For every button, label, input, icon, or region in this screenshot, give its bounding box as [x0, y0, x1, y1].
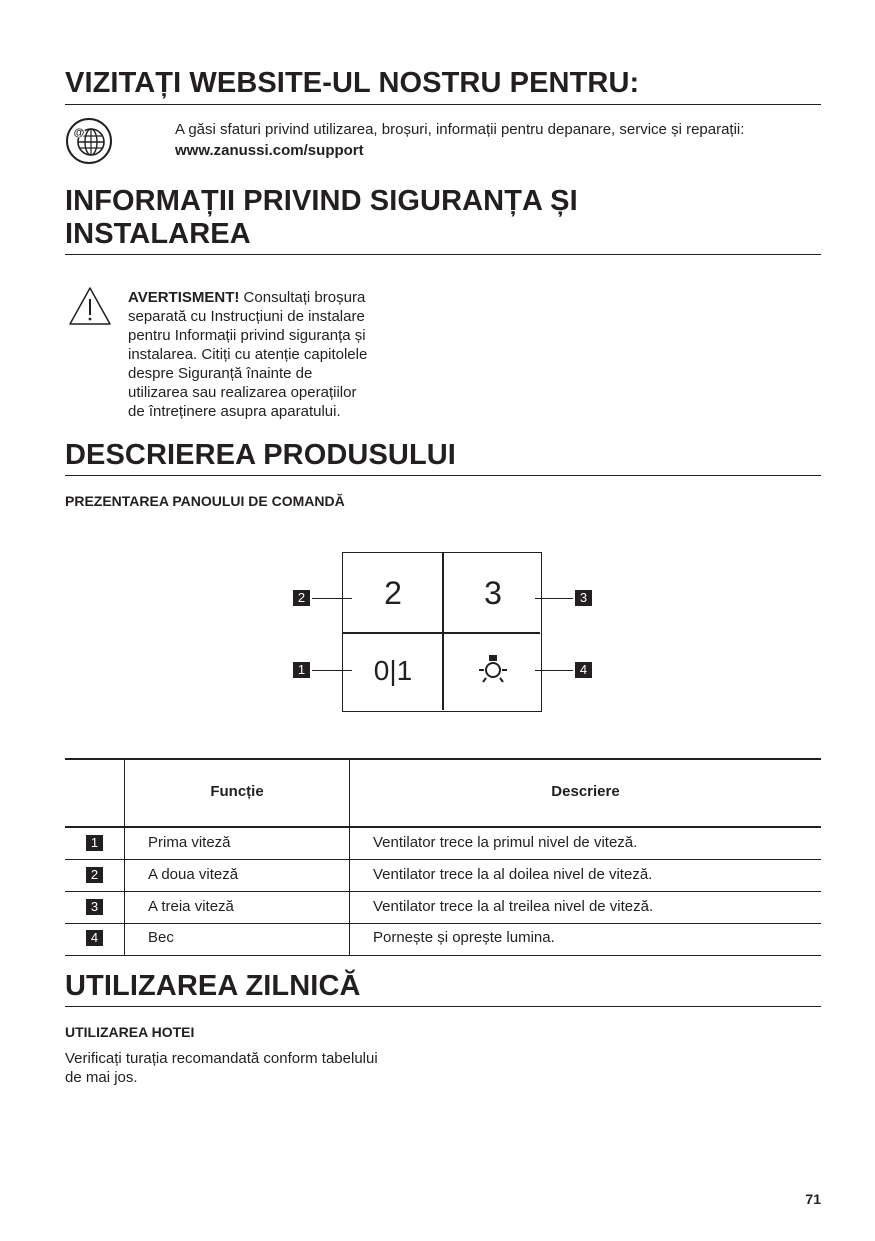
warning-line: pentru Informații privind siguranța și — [128, 327, 366, 344]
heading-rule — [65, 254, 821, 255]
row-description: Ventilator trece la al doilea nivel de viteză. — [373, 866, 653, 883]
warning-line — [128, 288, 418, 307]
header-function: Funcție — [210, 783, 264, 800]
svg-text:@: @ — [73, 127, 85, 139]
panel-divider — [343, 632, 540, 634]
row-number-badge: 4 — [86, 930, 103, 946]
callout-2: 2 — [293, 590, 310, 606]
warning-label: AVERTISMENT! — [128, 289, 240, 306]
row-function: A doua viteză — [148, 866, 239, 883]
heading-rule — [65, 104, 821, 105]
callout-3: 3 — [575, 590, 592, 606]
warning-triangle-icon — [68, 286, 112, 326]
product-heading: DESCRIEREA PRODUSULUI — [65, 439, 456, 471]
callout-leader — [312, 598, 352, 599]
heading-rule — [65, 475, 821, 476]
page-number: 71 — [805, 1191, 821, 1207]
warning-line: despre Siguranță înainte de — [128, 365, 313, 382]
safety-heading-line2: INSTALAREA — [65, 218, 251, 250]
table-top-rule — [65, 758, 821, 760]
row-number-badge: 3 — [86, 899, 103, 915]
daily-use-heading: UTILIZAREA ZILNICĂ — [65, 970, 361, 1002]
warning-line: utilizarea sau realizarea operațiilor — [128, 384, 357, 401]
warning-line: instalarea. Citiți cu atenție capitolele — [128, 346, 368, 363]
heading-rule — [65, 1006, 821, 1007]
hood-use-text-line1: Verificați turația recomandată conform tabelului — [65, 1050, 378, 1067]
light-button[interactable] — [475, 653, 511, 689]
row-description: Ventilator trece la al treilea nivel de viteză. — [373, 898, 654, 915]
header-description: Descriere — [551, 783, 620, 800]
table-row-rule — [65, 923, 821, 924]
table-row-rule — [65, 859, 821, 860]
table-bottom-rule — [65, 955, 821, 956]
speed-3-button[interactable]: 3 — [484, 575, 502, 611]
callout-leader — [312, 670, 352, 671]
globe-at-icon — [65, 117, 113, 165]
hood-use-text-line2: de mai jos. — [65, 1069, 138, 1086]
callout-leader — [535, 670, 573, 671]
table-row-rule — [65, 891, 821, 892]
warning-line: separată cu Instrucțiuni de instalare — [128, 308, 365, 325]
row-description: Pornește și oprește lumina. — [373, 929, 555, 946]
warning-line-text: Consultați broșura — [239, 289, 366, 306]
callout-4: 4 — [575, 662, 592, 678]
control-panel — [342, 552, 542, 712]
website-heading: VIZITAȚI WEBSITE-UL NOSTRU PENTRU: — [65, 67, 640, 99]
warning-block — [128, 288, 418, 421]
speed-2-button[interactable]: 2 — [384, 575, 402, 611]
hood-use-subheading: UTILIZAREA HOTEI — [65, 1024, 195, 1040]
row-number-badge: 1 — [86, 835, 103, 851]
row-number-badge: 2 — [86, 867, 103, 883]
safety-heading-line1: INFORMAȚII PRIVIND SIGURANȚA ȘI — [65, 185, 578, 217]
warning-line: de întreținere asupra aparatului. — [128, 403, 341, 420]
control-panel-subheading: PREZENTAREA PANOULUI DE COMANDĂ — [65, 493, 345, 509]
callout-leader — [535, 598, 573, 599]
table-header-rule — [65, 826, 821, 828]
row-function: Bec — [148, 929, 174, 946]
callout-1: 1 — [293, 662, 310, 678]
website-text: A găsi sfaturi privind utilizarea, broșuri, informații pentru depanare, service și reparații: — [175, 121, 745, 138]
row-function: Prima viteză — [148, 834, 231, 851]
function-table — [65, 758, 821, 956]
row-description: Ventilator trece la primul nivel de viteză. — [373, 834, 638, 851]
light-bulb-icon — [475, 653, 511, 689]
on-off-speed-1-button[interactable]: 0|1 — [373, 655, 413, 686]
row-function: A treia viteză — [148, 898, 234, 915]
support-link[interactable]: www.zanussi.com/support — [175, 142, 364, 159]
